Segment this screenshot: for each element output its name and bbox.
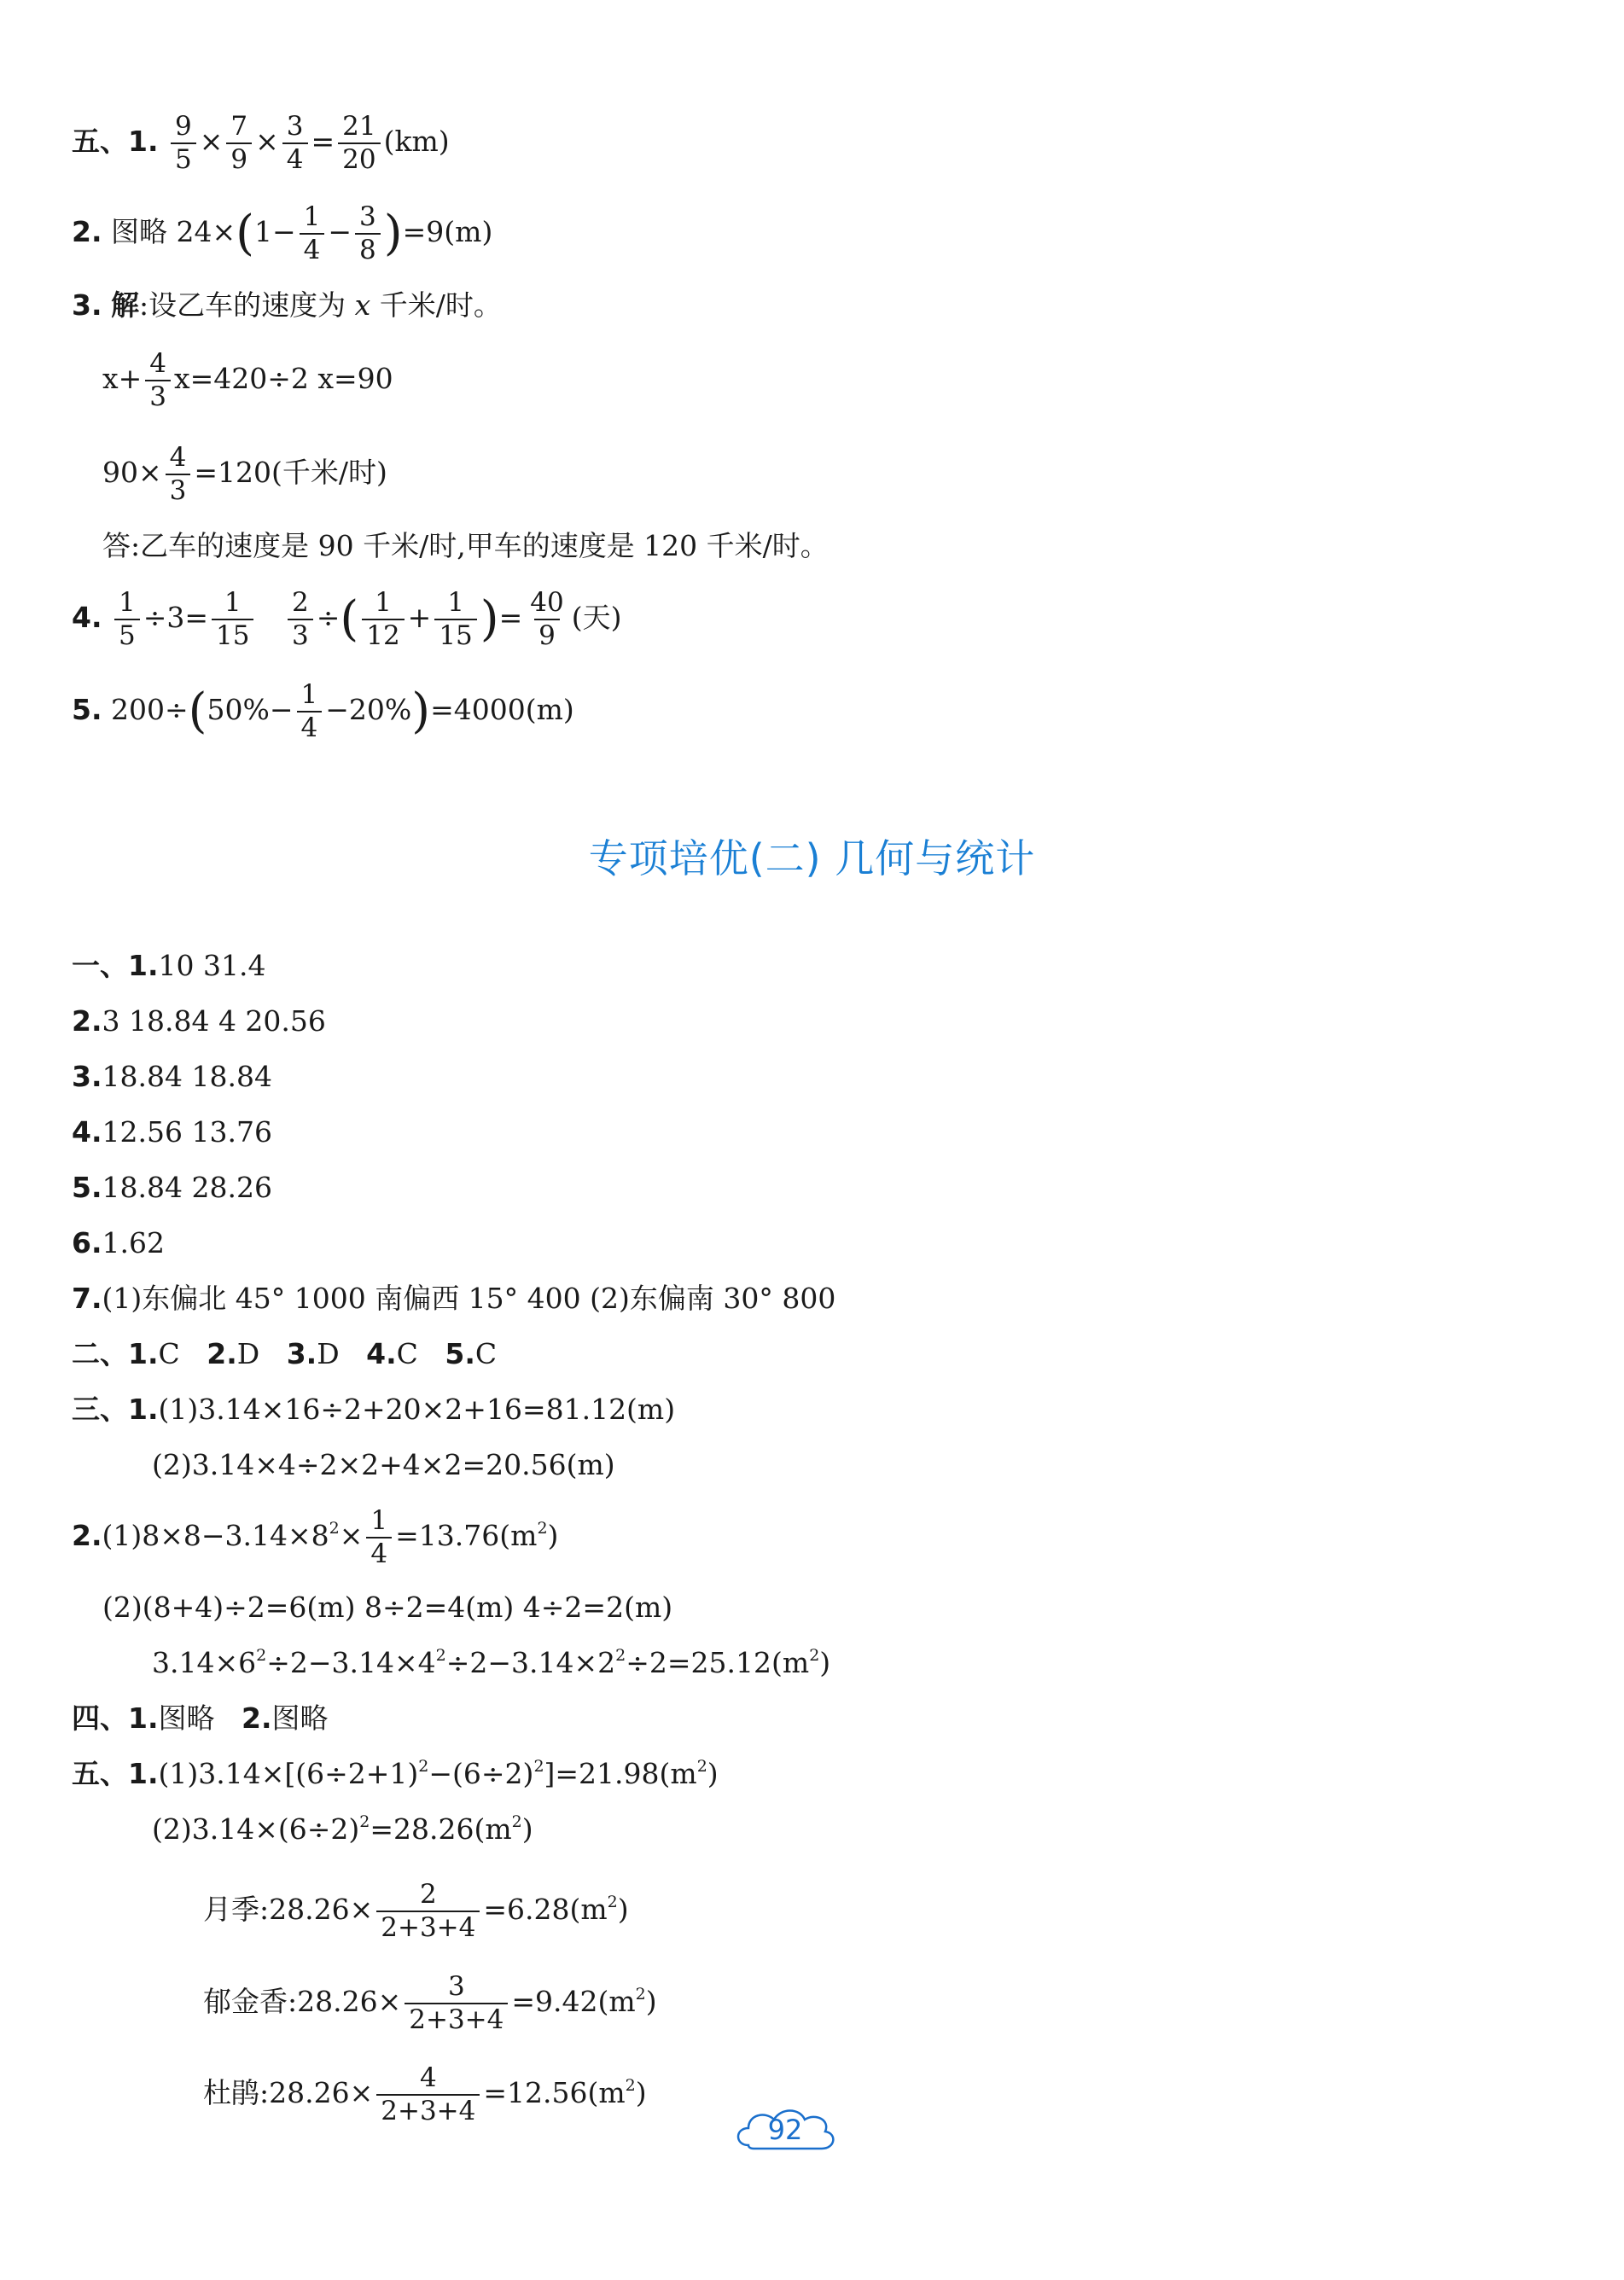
exponent: 2 <box>615 1646 626 1665</box>
answer-text: 12.56 13.76 <box>102 1115 272 1149</box>
fraction <box>526 587 568 651</box>
expression-text: 3.14×6 <box>152 1646 257 1679</box>
expression-text: =28.26(m <box>370 1812 512 1846</box>
expression-text: ) <box>645 1985 657 2018</box>
exponent: 2 <box>809 1646 820 1665</box>
answer-p2-s3-q2b: (2)(8+4)÷2=6(m) 8÷2=4(m) 4÷2=2(m) <box>102 1591 673 1624</box>
exponent: 2 <box>435 1646 446 1665</box>
exponent: 2 <box>635 1985 646 2004</box>
expression-text: 图略 24× <box>111 215 236 248</box>
item-label: 五、1. <box>72 125 159 158</box>
exponent: 2 <box>359 1812 370 1831</box>
operator: = <box>498 601 523 634</box>
numerator: 2 <box>291 587 309 618</box>
answer-p2-s5-q1b <box>152 1812 533 1847</box>
expression-text: 杜鹃:28.26× <box>203 2076 374 2109</box>
fraction <box>376 1879 480 1943</box>
answer-text: 3 18.84 4 20.56 <box>102 1004 326 1038</box>
expression-text: ÷2−3.14×2 <box>445 1646 616 1679</box>
item-label: 二、1. <box>72 1337 159 1370</box>
answer-p2-dujuan <box>203 2052 647 2134</box>
fraction <box>212 587 253 651</box>
fraction <box>114 587 140 651</box>
denominator: 8 <box>355 233 381 264</box>
denominator: 3 <box>145 380 171 410</box>
numerator: 1 <box>300 679 318 710</box>
left-paren: ( <box>188 683 207 739</box>
expression-text: 200÷ <box>111 693 189 726</box>
answer-s5-q3-equation <box>102 338 393 420</box>
operator: + <box>407 601 432 634</box>
right-paren: ) <box>411 683 431 739</box>
exponent: 2 <box>696 1757 707 1776</box>
answer-s5-q1 <box>72 101 450 183</box>
answer-text: 10 31.4 <box>158 949 266 982</box>
fraction <box>434 587 476 651</box>
text: 千米/时。 <box>370 288 502 322</box>
expression-text: (1)3.14×[(6÷2+1) <box>158 1757 419 1790</box>
expression-text: =12.56(m <box>483 2076 626 2109</box>
text: :设乙车的速度为 <box>139 288 355 322</box>
operator: = <box>311 125 335 158</box>
operator: − <box>328 215 352 248</box>
answer-p2-s1-q1 <box>72 949 265 983</box>
exponent: 2 <box>625 2076 636 2095</box>
denominator: 4 <box>282 142 308 173</box>
denominator: 9 <box>226 142 252 173</box>
exponent: 2 <box>418 1757 429 1776</box>
exponent: 2 <box>256 1646 267 1665</box>
exponent: 2 <box>537 1519 548 1538</box>
answer-p2-s4 <box>72 1701 328 1736</box>
answer-s5-q4 <box>72 577 622 659</box>
solution-label: 解 <box>111 288 139 322</box>
numerator: 4 <box>419 2062 437 2093</box>
exponent: 2 <box>533 1757 544 1776</box>
expression-text: ) <box>635 2076 647 2109</box>
right-paren: ) <box>480 591 499 647</box>
fraction <box>166 442 191 506</box>
expression-text: ) <box>707 1757 719 1790</box>
expression-text: 50%− <box>207 693 294 726</box>
answer-p2-s2 <box>72 1337 497 1371</box>
unit: (km) <box>383 125 450 158</box>
answer-p2-s3-q2a <box>72 1495 558 1577</box>
denominator: 4 <box>297 711 323 742</box>
choice-answer: D <box>236 1337 260 1370</box>
item-label: 4. <box>72 1115 102 1149</box>
denominator: 3 <box>166 474 191 504</box>
item-label: 2. <box>241 1701 272 1735</box>
answer-s5-q3-answer: 答:乙车的速度是 90 千米/时,甲车的速度是 120 千米/时。 <box>102 529 829 562</box>
answer-text: (1)3.14×16÷2+20×2+16=81.12(m) <box>158 1393 676 1426</box>
answer-s5-q5 <box>72 669 574 751</box>
expression-text: ) <box>547 1519 559 1552</box>
item-label: 4. <box>72 601 102 634</box>
answer-p2-s3-q1a <box>72 1393 675 1427</box>
operator: × <box>199 125 224 158</box>
expression-text: ) <box>819 1646 831 1679</box>
exponent: 2 <box>511 1812 522 1831</box>
answer-p2-yujinxiang <box>203 1961 657 2043</box>
left-paren: ( <box>340 591 359 647</box>
denominator: 5 <box>171 142 196 173</box>
numerator: 4 <box>169 442 187 473</box>
numerator: 9 <box>175 111 192 142</box>
fraction <box>355 201 381 265</box>
exponent: 2 <box>329 1519 340 1538</box>
expression-text: x=420÷2 x=90 <box>174 362 393 395</box>
expression-text: =13.76(m <box>395 1519 538 1552</box>
item-label: 5. <box>72 693 102 726</box>
operator: ÷ <box>316 601 341 634</box>
page-number-badge <box>730 2101 841 2159</box>
numerator: 40 <box>530 587 564 618</box>
section-title: 专项培优(二) 几何与统计 <box>588 835 1036 881</box>
numerator: 2 <box>419 1879 437 1910</box>
denominator: 4 <box>366 1537 392 1568</box>
item-label: 4. <box>366 1337 397 1370</box>
expression-text: x+ <box>102 362 143 395</box>
answer-p2-s3-q2c <box>152 1646 830 1680</box>
expression-text: =9.42(m <box>511 1985 636 2018</box>
fraction <box>405 1971 508 2035</box>
expression-text: (1)8×8−3.14×8 <box>102 1519 329 1552</box>
expression-text: ) <box>617 1893 629 1926</box>
unit: (天) <box>571 601 622 634</box>
fraction <box>288 587 313 651</box>
denominator: 9 <box>534 619 560 649</box>
answer-p2-s1-q4 <box>72 1115 272 1149</box>
fraction <box>297 679 323 743</box>
answer-p2-s3-q1b: (2)3.14×4÷2×2+4×2=20.56(m) <box>152 1448 615 1481</box>
expression-text: ÷2−3.14×4 <box>266 1646 436 1679</box>
item-label: 3. <box>72 1060 102 1093</box>
answer-p2-s5-q1a <box>72 1757 719 1791</box>
item-label: 2. <box>72 1519 102 1552</box>
item-label: 7. <box>72 1282 102 1315</box>
denominator: 2+3+4 <box>376 1911 480 1941</box>
answer-p2-s1-q2 <box>72 1004 326 1038</box>
item-label: 5. <box>72 1171 102 1204</box>
expression-text: 1− <box>254 215 296 248</box>
denominator: 3 <box>288 619 313 649</box>
item-label: 五、1. <box>72 1757 159 1790</box>
numerator: 3 <box>286 111 304 142</box>
expression-text: =120(千米/时) <box>194 456 387 489</box>
expression-text: =9(m) <box>402 215 493 248</box>
denominator: 2+3+4 <box>376 2094 480 2125</box>
answer-text: (1)东偏北 45° 1000 南偏西 15° 400 (2)东偏南 30° 800 <box>102 1282 836 1315</box>
operator: × <box>339 1519 364 1552</box>
answer-s5-q3-calc <box>102 432 387 514</box>
expression-text: ÷3= <box>143 601 209 634</box>
fraction <box>145 348 171 412</box>
answer-p2-s1-q7 <box>72 1282 835 1316</box>
expression-text: =6.28(m <box>483 1893 608 1926</box>
numerator: 1 <box>303 201 321 232</box>
answer-s5-q3-head <box>72 288 502 323</box>
item-label: 2. <box>207 1337 237 1370</box>
answer-text: 1.62 <box>102 1226 165 1259</box>
numerator: 1 <box>370 1505 388 1536</box>
fraction <box>366 1505 392 1569</box>
page-number: 92 <box>767 2114 803 2146</box>
denominator: 15 <box>434 619 476 649</box>
expression-text: ÷2=25.12(m <box>626 1646 810 1679</box>
answer-text: 18.84 28.26 <box>102 1171 272 1204</box>
answer-p2-s1-q3 <box>72 1060 272 1094</box>
denominator: 20 <box>338 142 380 173</box>
operator: × <box>255 125 279 158</box>
numerator: 4 <box>149 348 166 379</box>
exponent: 2 <box>607 1893 618 1911</box>
item-label: 3. <box>286 1337 317 1370</box>
answer-p2-s1-q5 <box>72 1171 272 1205</box>
denominator: 12 <box>362 619 404 649</box>
answer-text: 图略 <box>158 1701 215 1735</box>
fraction <box>171 113 196 173</box>
fraction <box>226 113 252 173</box>
expression-text: (2)3.14×(6÷2) <box>152 1812 360 1846</box>
item-label: 2. <box>72 1004 102 1038</box>
answer-text: 图略 <box>271 1701 329 1735</box>
expression-text: ]=21.98(m <box>544 1757 697 1790</box>
left-paren: ( <box>236 206 254 261</box>
numerator: 1 <box>375 587 392 618</box>
denominator: 5 <box>114 619 140 649</box>
expression-text: ) <box>521 1812 533 1846</box>
item-label: 6. <box>72 1226 102 1259</box>
answer-s5-q2 <box>72 191 492 273</box>
fraction <box>338 113 380 173</box>
fraction <box>362 587 404 651</box>
variable: x <box>354 288 371 322</box>
choice-answer: D <box>317 1337 340 1370</box>
denominator: 15 <box>212 619 253 649</box>
fraction <box>376 2062 480 2126</box>
item-label: 5. <box>445 1337 475 1370</box>
numerator: 21 <box>342 111 376 142</box>
denominator: 4 <box>300 233 325 264</box>
expression-text: 郁金香:28.26× <box>203 1985 402 2018</box>
numerator: 1 <box>224 587 242 618</box>
choice-answer: C <box>158 1337 180 1370</box>
item-label: 一、1. <box>72 949 159 982</box>
fraction <box>300 201 325 265</box>
choice-answer: C <box>474 1337 498 1370</box>
numerator: 1 <box>119 587 136 618</box>
numerator: 3 <box>359 201 376 232</box>
answer-p2-s1-q6 <box>72 1226 165 1260</box>
answer-p2-yueji <box>203 1869 629 1951</box>
numerator: 3 <box>447 1971 465 2002</box>
item-label: 三、1. <box>72 1393 159 1426</box>
right-paren: ) <box>383 206 403 261</box>
expression-text: =4000(m) <box>430 693 574 726</box>
numerator: 1 <box>447 587 464 618</box>
choice-answer: C <box>396 1337 418 1370</box>
fraction <box>282 113 308 173</box>
item-label: 四、1. <box>72 1701 159 1735</box>
denominator: 2+3+4 <box>405 2003 508 2033</box>
expression-text: −(6÷2) <box>428 1757 534 1790</box>
answer-text: 18.84 18.84 <box>102 1060 272 1093</box>
item-label: 2. <box>72 215 102 248</box>
item-label: 3. <box>72 288 102 322</box>
expression-text: 90× <box>102 456 162 489</box>
expression-text: −20% <box>325 693 412 726</box>
expression-text: 月季:28.26× <box>203 1893 374 1926</box>
numerator: 7 <box>230 111 248 142</box>
